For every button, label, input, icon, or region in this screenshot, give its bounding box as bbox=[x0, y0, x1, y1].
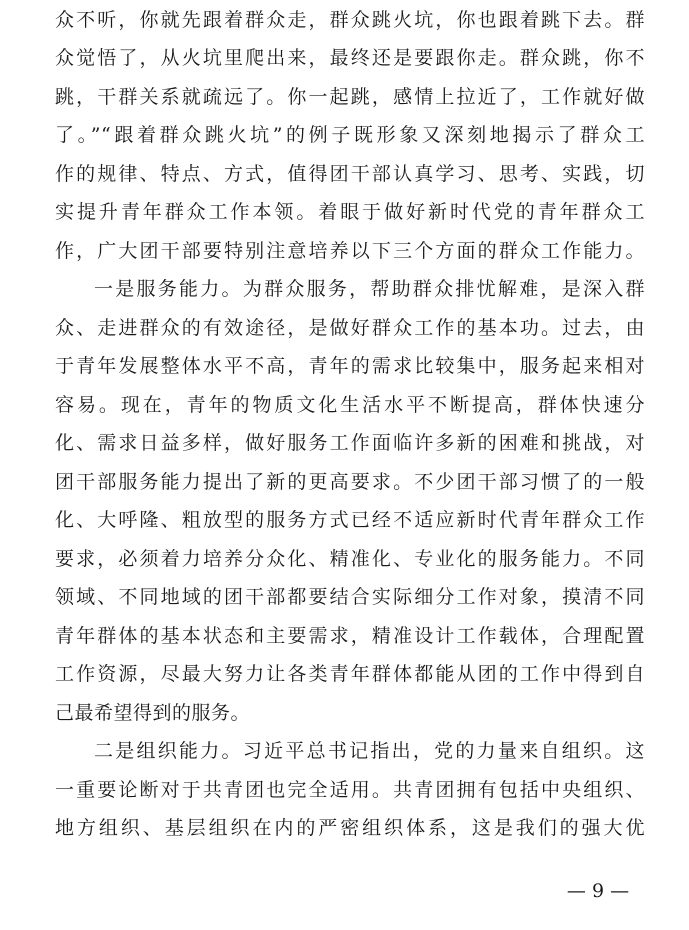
text-line: 地方组织、基层组织在内的严密组织体系，这是我们的强大优 bbox=[55, 817, 645, 839]
paragraph-first-line: 二是组织能力。习近平总书记指出，党的力量来自组织。这 bbox=[94, 740, 645, 762]
text-line: 作的规律、特点、方式，值得团干部认真学习、思考、实践，切 bbox=[55, 163, 645, 185]
paragraph-first-line: 一是服务能力。为群众服务，帮助群众排忧解难，是深入群 bbox=[94, 278, 645, 300]
text-line: 要求，必须着力培养分众化、精准化、专业化的服务能力。不同 bbox=[55, 548, 645, 570]
text-line: 众不听，你就先跟着群众走，群众跳火坑，你也跟着跳下去。群 bbox=[55, 9, 645, 31]
text-line: 实提升青年群众工作本领。着眼于做好新时代党的青年群众工 bbox=[55, 201, 645, 223]
text-line: 化、需求日益多样，做好服务工作面临许多新的困难和挑战，对 bbox=[55, 432, 645, 454]
text-line: 了。”“跟着群众跳火坑”的例子既形象又深刻地揭示了群众工 bbox=[55, 124, 645, 146]
page-number: — 9 — bbox=[566, 880, 630, 902]
text-line: 青年群体的基本状态和主要需求，精准设计工作载体，合理配置 bbox=[55, 625, 645, 647]
text-line: 领域、不同地域的团干部都要结合实际细分工作对象，摸清不同 bbox=[55, 586, 645, 608]
text-line: 于青年发展整体水平不高，青年的需求比较集中，服务起来相对 bbox=[55, 355, 645, 377]
text-line: 众觉悟了，从火坑里爬出来，最终还是要跟你走。群众跳，你不 bbox=[55, 47, 645, 69]
text-line: 一重要论断对于共青团也完全适用。共青团拥有包括中央组织、 bbox=[55, 779, 645, 801]
text-line: 化、大呼隆、粗放型的服务方式已经不适应新时代青年群众工作 bbox=[55, 509, 645, 531]
text-line: 跳，干群关系就疏远了。你一起跳，感情上拉近了，工作就好做 bbox=[55, 86, 645, 108]
text-line: 己最希望得到的服务。 bbox=[55, 702, 251, 724]
text-line: 作，广大团干部要特别注意培养以下三个方面的群众工作能力。 bbox=[55, 240, 645, 262]
text-line: 团干部服务能力提出了新的更高要求。不少团干部习惯了的一般 bbox=[55, 471, 645, 493]
text-line: 众、走进群众的有效途径，是做好群众工作的基本功。过去，由 bbox=[55, 317, 645, 339]
text-line: 工作资源，尽最大努力让各类青年群体都能从团的工作中得到自 bbox=[55, 663, 645, 685]
text-line: 容易。现在，青年的物质文化生活水平不断提高，群体快速分 bbox=[55, 394, 645, 416]
